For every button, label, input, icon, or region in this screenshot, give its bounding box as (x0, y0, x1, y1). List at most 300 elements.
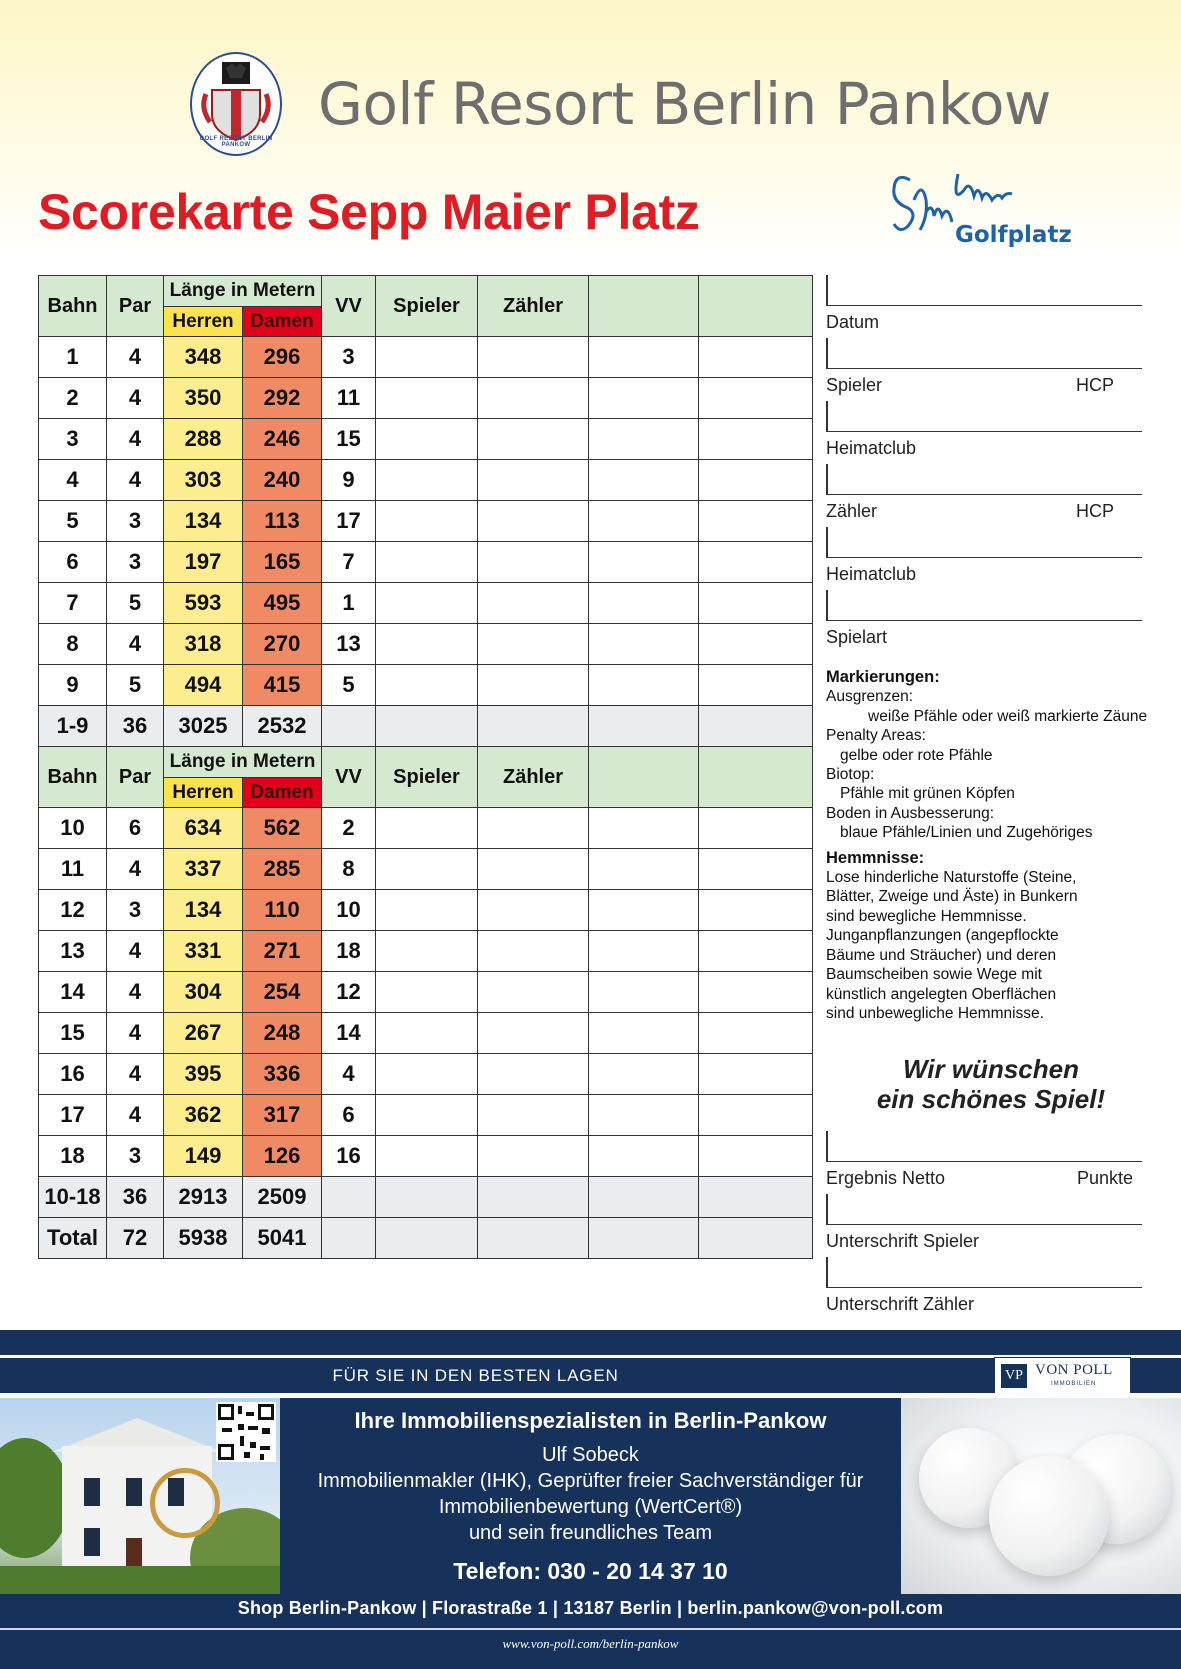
score-zaehler-cell[interactable] (478, 890, 589, 931)
score-spieler-cell[interactable] (376, 337, 478, 378)
unterschrift-zaehler-line[interactable] (826, 1257, 1142, 1288)
front-nine-sum-row-label: 1-9 (39, 706, 107, 747)
vp-logo-sub: IMMOBILIEN (1051, 1381, 1097, 1387)
hole-row (39, 378, 813, 419)
footer-tagline: FÜR SIE IN DEN BESTEN LAGEN (332, 1366, 619, 1385)
score-spieler-cell[interactable] (376, 1013, 478, 1054)
heimatclub-line-2[interactable] (826, 527, 1142, 558)
hole-length-damen: 126 (243, 1136, 322, 1177)
header-blank-1 (589, 747, 699, 808)
hole-par: 4 (107, 337, 164, 378)
golf-ball (989, 1456, 1109, 1576)
vp-logo-box: VP (1001, 1364, 1027, 1388)
score-extra-cell[interactable] (699, 931, 813, 972)
hole-par: 4 (107, 1095, 164, 1136)
score-extra-cell[interactable] (699, 501, 813, 542)
hemmnisse-line: Bäume und Sträucher) und deren (826, 946, 1057, 964)
biotop-label: Biotop: (826, 766, 875, 784)
hole-length-damen: 271 (243, 931, 322, 972)
score-extra-cell[interactable] (589, 378, 699, 419)
hole-handicap: 8 (322, 849, 376, 890)
table-header-row (39, 276, 813, 307)
hole-handicap: 13 (322, 624, 376, 665)
boden-text: blaue Pfähle/Linien und Zugehöriges (840, 824, 1093, 842)
hcp-label-2: HCP (1076, 501, 1115, 521)
back-nine-sum-row-extra[interactable] (699, 1177, 813, 1218)
hedge (0, 1566, 280, 1594)
hole-length-damen: 285 (243, 849, 322, 890)
total-row-par: 72 (107, 1218, 164, 1259)
hole-row (39, 808, 813, 849)
hole-length-damen: 292 (243, 378, 322, 419)
wish-line-2: ein schönes Spiel! (876, 1084, 1106, 1114)
hole-number: 17 (39, 1095, 107, 1136)
hole-length-herren: 197 (164, 542, 243, 583)
score-extra-cell[interactable] (699, 419, 813, 460)
score-extra-cell[interactable] (699, 808, 813, 849)
ergebnis-line[interactable] (826, 1131, 1142, 1162)
boden-label: Boden in Ausbesserung: (826, 804, 995, 822)
hole-handicap: 4 (322, 1054, 376, 1095)
header-zaehler: Zähler (478, 276, 589, 337)
hole-row (39, 665, 813, 706)
resort-title: Golf Resort Berlin Pankow (318, 70, 1051, 138)
hole-row (39, 419, 813, 460)
hole-par: 3 (107, 542, 164, 583)
hole-handicap: 3 (322, 337, 376, 378)
hole-row (39, 1054, 813, 1095)
unterschrift-spieler-label: Unterschrift Spieler (826, 1231, 980, 1251)
back-nine-sum-row-spieler[interactable] (376, 1177, 478, 1218)
hole-length-herren: 149 (164, 1136, 243, 1177)
wish-line-1: Wir wünschen (902, 1054, 1079, 1084)
score-extra-cell[interactable] (699, 1013, 813, 1054)
hole-length-damen: 240 (243, 460, 322, 501)
score-zaehler-cell[interactable] (478, 460, 589, 501)
header-blank-2 (699, 747, 813, 808)
hole-number: 15 (39, 1013, 107, 1054)
hole-length-herren: 288 (164, 419, 243, 460)
contact-heading: Ihre Immobilienspezialisten in Berlin-Pankow (354, 1408, 827, 1433)
hole-row (39, 931, 813, 972)
hole-par: 4 (107, 849, 164, 890)
total-row-vv (322, 1218, 376, 1259)
header-bahn: Bahn (39, 276, 107, 337)
hole-par: 4 (107, 378, 164, 419)
hole-number: 12 (39, 890, 107, 931)
total-row-label: Total (39, 1218, 107, 1259)
hole-par: 4 (107, 972, 164, 1013)
score-zaehler-cell[interactable] (478, 501, 589, 542)
crest-text: GOLF RESORT BERLIN PANKOW (199, 136, 273, 148)
heimatclub-line-1[interactable] (826, 401, 1142, 432)
header-par: Par (107, 276, 164, 337)
front-nine-sum-row-zaehler[interactable] (478, 706, 589, 747)
zaehler-label: Zähler (826, 501, 878, 521)
contact-phone[interactable]: Telefon: 030 - 20 14 37 10 (453, 1558, 728, 1584)
footer-address[interactable]: Shop Berlin-Pankow | Florastraße 1 | 13187 Berlin | berlin.pankow@von-poll.com (237, 1598, 944, 1618)
score-extra-cell[interactable] (699, 1095, 813, 1136)
ergebnis-label: Ergebnis Netto (826, 1168, 946, 1188)
markierungen-title: Markierungen: (826, 668, 940, 686)
back-nine-sum-row-vv (322, 1177, 376, 1218)
hole-number: 10 (39, 808, 107, 849)
front-nine-sum-row-spieler[interactable] (376, 706, 478, 747)
hole-handicap: 12 (322, 972, 376, 1013)
score-extra-cell[interactable] (699, 624, 813, 665)
header-vv: VV (322, 276, 376, 337)
score-spieler-cell[interactable] (376, 378, 478, 419)
hole-length-damen: 113 (243, 501, 322, 542)
hole-handicap: 5 (322, 665, 376, 706)
score-extra-cell[interactable] (699, 378, 813, 419)
hole-length-damen: 270 (243, 624, 322, 665)
score-zaehler-cell[interactable] (478, 337, 589, 378)
hole-row (39, 583, 813, 624)
score-zaehler-cell[interactable] (478, 624, 589, 665)
hole-length-herren: 593 (164, 583, 243, 624)
hemmnisse-line: sind bewegliche Hemmnisse. (826, 907, 1027, 925)
scorecard-table (38, 275, 813, 1259)
hole-row (39, 1136, 813, 1177)
back-nine-sum-row-extra[interactable] (589, 1177, 699, 1218)
score-extra-cell[interactable] (699, 665, 813, 706)
score-spieler-cell[interactable] (376, 583, 478, 624)
hemmnisse-line: sind unbewegliche Hemmnisse. (826, 1004, 1044, 1022)
datum-line[interactable] (826, 275, 1142, 306)
score-spieler-cell[interactable] (376, 542, 478, 583)
header-zaehler: Zähler (478, 747, 589, 808)
contact-line-3: und sein freundliches Team (468, 1522, 713, 1544)
score-extra-cell[interactable] (589, 1013, 699, 1054)
score-zaehler-cell[interactable] (478, 583, 589, 624)
total-row-extra[interactable] (589, 1218, 699, 1259)
front-nine-sum-row-extra[interactable] (699, 706, 813, 747)
hole-number: 5 (39, 501, 107, 542)
total-row-herren: 5938 (164, 1218, 243, 1259)
qr-code[interactable] (216, 1402, 276, 1462)
front-nine-sum-row-extra[interactable] (589, 706, 699, 747)
hole-length-damen: 165 (243, 542, 322, 583)
datum-label: Datum (826, 312, 880, 332)
hole-length-herren: 350 (164, 378, 243, 419)
hole-row (39, 1095, 813, 1136)
vp-logo-name: VON POLL (1035, 1362, 1113, 1378)
hole-row (39, 624, 813, 665)
hole-length-herren: 267 (164, 1013, 243, 1054)
ausgrenzen-label: Ausgrenzen: (826, 688, 914, 706)
von-poll-logo (994, 1357, 1131, 1395)
back-nine-sum-row (39, 1177, 813, 1218)
hole-length-herren: 362 (164, 1095, 243, 1136)
hole-par: 3 (107, 501, 164, 542)
magnifier-icon (150, 1468, 220, 1538)
score-zaehler-cell[interactable] (478, 665, 589, 706)
hole-number: 9 (39, 665, 107, 706)
hole-length-damen: 248 (243, 1013, 322, 1054)
total-row-extra[interactable] (699, 1218, 813, 1259)
contact-line-1: Immobilienmakler (IHK), Geprüfter freier Sachverständiger für (317, 1470, 864, 1492)
score-extra-cell[interactable] (699, 583, 813, 624)
back-nine-sum-row-zaehler[interactable] (478, 1177, 589, 1218)
score-zaehler-cell[interactable] (478, 1054, 589, 1095)
score-extra-cell[interactable] (699, 890, 813, 931)
header-herren: Herren (164, 307, 243, 337)
hole-handicap: 1 (322, 583, 376, 624)
score-extra-cell[interactable] (589, 542, 699, 583)
score-zaehler-cell[interactable] (478, 1095, 589, 1136)
back-nine-sum-row-par: 36 (107, 1177, 164, 1218)
score-extra-cell[interactable] (699, 460, 813, 501)
hole-number: 16 (39, 1054, 107, 1095)
score-zaehler-cell[interactable] (478, 419, 589, 460)
score-spieler-cell[interactable] (376, 849, 478, 890)
hole-length-herren: 303 (164, 460, 243, 501)
hole-length-damen: 110 (243, 890, 322, 931)
hole-par: 3 (107, 890, 164, 931)
hole-handicap: 9 (322, 460, 376, 501)
score-spieler-cell[interactable] (376, 624, 478, 665)
contact-name: Ulf Sobeck (542, 1444, 639, 1466)
score-extra-cell[interactable] (589, 583, 699, 624)
hole-length-herren: 337 (164, 849, 243, 890)
score-extra-cell[interactable] (699, 542, 813, 583)
hole-number: 2 (39, 378, 107, 419)
hole-number: 4 (39, 460, 107, 501)
score-extra-cell[interactable] (589, 972, 699, 1013)
spielart-label: Spielart (826, 627, 888, 647)
scorecard-title: Scorekarte Sepp Maier Platz (38, 184, 700, 240)
header-laenge: Länge in Metern (164, 276, 322, 307)
hole-length-herren: 304 (164, 972, 243, 1013)
score-extra-cell[interactable] (699, 849, 813, 890)
score-extra-cell[interactable] (589, 501, 699, 542)
hole-length-damen: 562 (243, 808, 322, 849)
header-spieler: Spieler (376, 747, 478, 808)
hole-par: 3 (107, 1136, 164, 1177)
hole-handicap: 10 (322, 890, 376, 931)
score-extra-cell[interactable] (589, 665, 699, 706)
score-extra-cell[interactable] (589, 890, 699, 931)
hole-row (39, 890, 813, 931)
total-row (39, 1218, 813, 1259)
hole-handicap: 7 (322, 542, 376, 583)
hole-handicap: 2 (322, 808, 376, 849)
hole-par: 4 (107, 624, 164, 665)
hole-handicap: 14 (322, 1013, 376, 1054)
header-herren: Herren (164, 778, 243, 808)
score-extra-cell[interactable] (589, 1095, 699, 1136)
front-nine-sum-row-par: 36 (107, 706, 164, 747)
footer-address-divider (0, 1628, 1181, 1630)
front-nine-sum-row (39, 706, 813, 747)
hole-length-herren: 348 (164, 337, 243, 378)
contact-line-2: Immobilienbewertung (WertCert®) (438, 1496, 743, 1518)
score-spieler-cell[interactable] (376, 1136, 478, 1177)
hole-length-herren: 395 (164, 1054, 243, 1095)
ausgrenzen-text: weiße Pfähle oder weiß markierte Zäune (868, 707, 1148, 725)
score-extra-cell[interactable] (589, 808, 699, 849)
hole-length-damen: 254 (243, 972, 322, 1013)
house-window (84, 1528, 100, 1556)
score-zaehler-cell[interactable] (478, 1136, 589, 1177)
score-extra-cell[interactable] (699, 1136, 813, 1177)
score-extra-cell[interactable] (699, 1054, 813, 1095)
heimatclub-label-2: Heimatclub (826, 564, 917, 584)
score-extra-cell[interactable] (699, 972, 813, 1013)
spieler-label: Spieler (826, 375, 883, 395)
score-extra-cell[interactable] (589, 931, 699, 972)
hole-length-herren: 318 (164, 624, 243, 665)
hole-par: 4 (107, 419, 164, 460)
hole-number: 3 (39, 419, 107, 460)
hole-handicap: 15 (322, 419, 376, 460)
table-header-row (39, 747, 813, 778)
score-spieler-cell[interactable] (376, 665, 478, 706)
hole-length-herren: 634 (164, 808, 243, 849)
punkte-label: Punkte (1077, 1168, 1134, 1188)
hole-handicap: 18 (322, 931, 376, 972)
hemmnisse-line: Baumscheiben sowie Wege mit (826, 966, 1042, 984)
hole-length-herren: 134 (164, 890, 243, 931)
total-row-spieler[interactable] (376, 1218, 478, 1259)
hole-row (39, 460, 813, 501)
hole-number: 8 (39, 624, 107, 665)
hole-number: 7 (39, 583, 107, 624)
hole-par: 5 (107, 665, 164, 706)
score-zaehler-cell[interactable] (478, 931, 589, 972)
hole-number: 6 (39, 542, 107, 583)
unterschrift-zaehler-label: Unterschrift Zähler (826, 1294, 975, 1314)
hole-row (39, 972, 813, 1013)
hole-handicap: 11 (322, 378, 376, 419)
header-vv: VV (322, 747, 376, 808)
hole-row (39, 849, 813, 890)
hole-length-herren: 494 (164, 665, 243, 706)
hole-length-herren: 134 (164, 501, 243, 542)
score-extra-cell[interactable] (589, 849, 699, 890)
spielart-line[interactable] (826, 590, 1142, 621)
hcp-label-1: HCP (1076, 375, 1115, 395)
front-nine-sum-row-vv (322, 706, 376, 747)
hole-handicap: 6 (322, 1095, 376, 1136)
tree-left (0, 1438, 70, 1558)
header-spieler: Spieler (376, 276, 478, 337)
hole-length-damen: 415 (243, 665, 322, 706)
unterschrift-spieler-line[interactable] (826, 1194, 1142, 1225)
header-blank-1 (589, 276, 699, 337)
hole-number: 13 (39, 931, 107, 972)
penalty-label: Penalty Areas: (826, 727, 926, 745)
score-zaehler-cell[interactable] (478, 849, 589, 890)
score-spieler-cell[interactable] (376, 931, 478, 972)
total-row-damen: 5041 (243, 1218, 322, 1259)
hole-row (39, 1013, 813, 1054)
signature-label: Golfplatz (955, 222, 1072, 248)
header-laenge: Länge in Metern (164, 747, 322, 778)
total-row-zaehler[interactable] (478, 1218, 589, 1259)
penalty-text: gelbe oder rote Pfähle (840, 746, 993, 764)
header-par: Par (107, 747, 164, 808)
score-zaehler-cell[interactable] (478, 1013, 589, 1054)
score-spieler-cell[interactable] (376, 419, 478, 460)
hole-length-herren: 331 (164, 931, 243, 972)
hole-handicap: 16 (322, 1136, 376, 1177)
heimatclub-label-1: Heimatclub (826, 438, 917, 458)
hole-par: 6 (107, 808, 164, 849)
hole-number: 14 (39, 972, 107, 1013)
score-zaehler-cell[interactable] (478, 972, 589, 1013)
score-spieler-cell[interactable] (376, 460, 478, 501)
hole-number: 18 (39, 1136, 107, 1177)
contact-panel (280, 1398, 901, 1594)
hole-par: 4 (107, 1054, 164, 1095)
back-nine-sum-row-label: 10-18 (39, 1177, 107, 1218)
hole-par: 5 (107, 583, 164, 624)
spieler-line[interactable] (826, 338, 1142, 369)
front-nine-sum-row-herren: 3025 (164, 706, 243, 747)
zaehler-line[interactable] (826, 464, 1142, 495)
house-window (84, 1478, 100, 1506)
hole-length-damen: 246 (243, 419, 322, 460)
score-extra-cell[interactable] (589, 1136, 699, 1177)
hole-par: 4 (107, 1013, 164, 1054)
hemmnisse-title: Hemmnisse: (826, 848, 925, 867)
score-spieler-cell[interactable] (376, 1054, 478, 1095)
score-zaehler-cell[interactable] (478, 378, 589, 419)
hole-length-damen: 296 (243, 337, 322, 378)
score-extra-cell[interactable] (589, 419, 699, 460)
wish-message (826, 1054, 1156, 1114)
score-extra-cell[interactable] (589, 460, 699, 501)
score-extra-cell[interactable] (589, 1054, 699, 1095)
score-spieler-cell[interactable] (376, 501, 478, 542)
footer-website[interactable]: www.von-poll.com/berlin-pankow (502, 1636, 679, 1651)
score-spieler-cell[interactable] (376, 808, 478, 849)
front-nine-sum-row-damen: 2532 (243, 706, 322, 747)
hole-row (39, 542, 813, 583)
hole-length-damen: 317 (243, 1095, 322, 1136)
rules-notes (826, 668, 1156, 1023)
hemmnisse-line: Lose hinderliche Naturstoffe (Steine, (826, 869, 1077, 887)
house-window (126, 1478, 142, 1506)
hemmnisse-line: künstlich angelegten Oberflächen (826, 985, 1057, 1003)
hole-par: 4 (107, 460, 164, 501)
score-zaehler-cell[interactable] (478, 542, 589, 583)
score-extra-cell[interactable] (589, 337, 699, 378)
hole-handicap: 17 (322, 501, 376, 542)
header-blank-2 (699, 276, 813, 337)
back-nine-sum-row-damen: 2509 (243, 1177, 322, 1218)
hole-length-damen: 336 (243, 1054, 322, 1095)
biotop-text: Pfähle mit grünen Köpfen (840, 785, 1015, 803)
hole-row (39, 337, 813, 378)
hole-par: 4 (107, 931, 164, 972)
back-nine-sum-row-herren: 2913 (164, 1177, 243, 1218)
golf-balls-photo (901, 1398, 1181, 1594)
score-spieler-cell[interactable] (376, 1095, 478, 1136)
score-spieler-cell[interactable] (376, 890, 478, 931)
club-crest-logo (190, 52, 282, 156)
hole-number: 1 (39, 337, 107, 378)
header-bahn: Bahn (39, 747, 107, 808)
hole-row (39, 501, 813, 542)
score-spieler-cell[interactable] (376, 972, 478, 1013)
header-damen: Damen (243, 778, 322, 808)
score-extra-cell[interactable] (699, 337, 813, 378)
score-extra-cell[interactable] (589, 624, 699, 665)
score-zaehler-cell[interactable] (478, 808, 589, 849)
